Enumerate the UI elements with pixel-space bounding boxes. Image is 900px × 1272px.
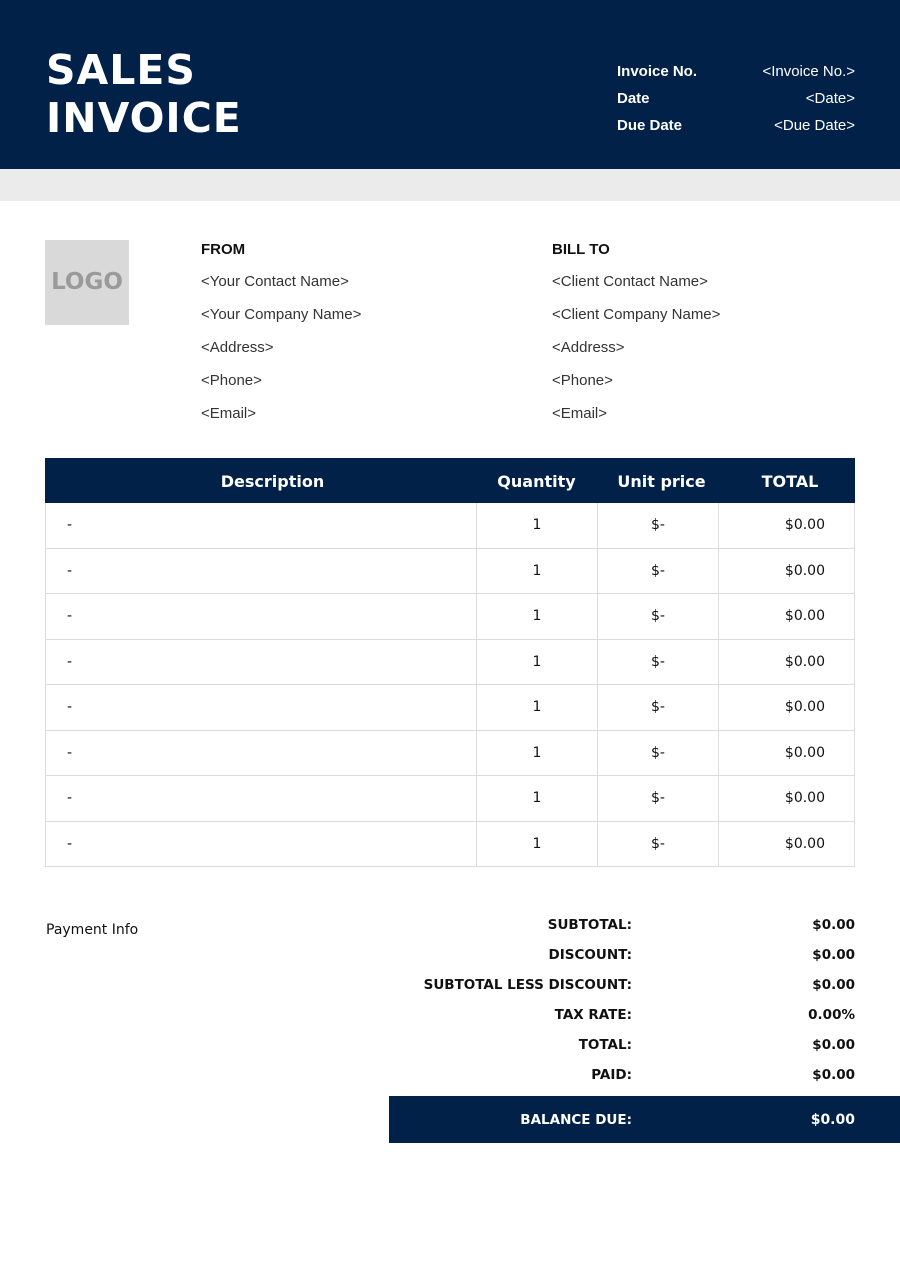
- invoice-title: [46, 46, 446, 142]
- table-row: [45, 685, 855, 731]
- column-header-description: Description: [220, 472, 325, 491]
- table-row: [45, 776, 855, 822]
- invoice-meta: [617, 61, 855, 142]
- item-description: -: [45, 640, 476, 686]
- bill-to-section: [552, 241, 872, 438]
- paid-row: [389, 1060, 900, 1090]
- table-row: [45, 822, 855, 868]
- due-date-value: <Due Date>: [774, 117, 855, 134]
- item-total: $0.00: [718, 549, 855, 595]
- item-total: $0.00: [718, 731, 855, 777]
- paid-label: PAID:: [591, 1067, 632, 1083]
- item-unit-price: $-: [597, 822, 718, 868]
- table-row: [45, 594, 855, 640]
- item-quantity: 1: [476, 640, 597, 686]
- subtotal-label: SUBTOTAL:: [547, 917, 632, 933]
- subtotal-less-discount-value: $0.00: [812, 977, 855, 993]
- item-quantity: 1: [476, 594, 597, 640]
- client-address: <Address>: [552, 339, 625, 356]
- column-header-unit-price: Unit price: [617, 472, 706, 491]
- tax-rate-row: [389, 1000, 900, 1030]
- item-description: -: [45, 685, 476, 731]
- client-company-name: <Client Company Name>: [552, 306, 721, 323]
- item-unit-price: $-: [597, 731, 718, 777]
- subtotal-less-discount-row: [389, 970, 900, 1000]
- totals-summary: [389, 910, 900, 1090]
- item-description: -: [45, 776, 476, 822]
- table-row: [45, 503, 855, 549]
- payment-info-label: Payment Info: [46, 922, 139, 938]
- from-contact-name: <Your Contact Name>: [201, 273, 349, 290]
- item-quantity: 1: [476, 685, 597, 731]
- invoice-date-label: Date: [617, 90, 650, 107]
- invoice-title-line-2: INVOICE: [46, 94, 242, 142]
- balance-due-label: BALANCE DUE:: [520, 1112, 632, 1128]
- item-unit-price: $-: [597, 549, 718, 595]
- item-total: $0.00: [718, 685, 855, 731]
- client-phone: <Phone>: [552, 372, 613, 389]
- table-row: [45, 549, 855, 595]
- total-value: $0.00: [812, 1037, 855, 1053]
- total-label: TOTAL:: [578, 1037, 632, 1053]
- total-row: [389, 1030, 900, 1060]
- paid-value: $0.00: [812, 1067, 855, 1083]
- from-section: [201, 241, 521, 438]
- item-description: -: [45, 549, 476, 595]
- client-email: <Email>: [552, 405, 608, 422]
- item-quantity: 1: [476, 549, 597, 595]
- from-address: <Address>: [201, 339, 274, 356]
- company-logo-placeholder: [45, 240, 129, 325]
- invoice-number-value: <Invoice No.>: [762, 63, 855, 80]
- discount-value: $0.00: [812, 947, 855, 963]
- line-items-header: [45, 458, 855, 503]
- item-unit-price: $-: [597, 685, 718, 731]
- balance-due-value: $0.00: [810, 1112, 855, 1128]
- discount-label: DISCOUNT:: [548, 947, 632, 963]
- balance-due-bar: [389, 1096, 900, 1143]
- item-total: $0.00: [718, 640, 855, 686]
- item-total: $0.00: [718, 503, 855, 549]
- table-row: [45, 640, 855, 686]
- invoice-date-row: [617, 88, 855, 115]
- due-date-row: [617, 115, 855, 142]
- item-unit-price: $-: [597, 776, 718, 822]
- column-header-total: TOTAL: [761, 472, 819, 491]
- item-description: -: [45, 594, 476, 640]
- from-email: <Email>: [201, 405, 257, 422]
- item-description: -: [45, 822, 476, 868]
- item-quantity: 1: [476, 776, 597, 822]
- discount-row: [389, 940, 900, 970]
- subtotal-value: $0.00: [812, 917, 855, 933]
- item-quantity: 1: [476, 731, 597, 777]
- item-description: -: [45, 731, 476, 777]
- item-total: $0.00: [718, 822, 855, 868]
- logo-text: LOGO: [51, 269, 123, 295]
- item-unit-price: $-: [597, 503, 718, 549]
- client-contact-name: <Client Contact Name>: [552, 273, 708, 290]
- from-company-name: <Your Company Name>: [201, 306, 362, 323]
- item-total: $0.00: [718, 594, 855, 640]
- item-total: $0.00: [718, 776, 855, 822]
- due-date-label: Due Date: [617, 117, 683, 134]
- item-description: -: [45, 503, 476, 549]
- item-quantity: 1: [476, 503, 597, 549]
- header-divider-band: [0, 169, 900, 201]
- item-unit-price: $-: [597, 640, 718, 686]
- from-phone: <Phone>: [201, 372, 262, 389]
- item-unit-price: $-: [597, 594, 718, 640]
- invoice-number-label: Invoice No.: [617, 63, 698, 80]
- invoice-number-row: [617, 61, 855, 88]
- subtotal-less-discount-label: SUBTOTAL LESS DISCOUNT:: [423, 977, 632, 993]
- item-quantity: 1: [476, 822, 597, 868]
- subtotal-row: [389, 910, 900, 940]
- invoice-title-line-1: SALES: [46, 46, 196, 94]
- table-row: [45, 731, 855, 777]
- tax-rate-value: 0.00%: [808, 1007, 855, 1023]
- bill-to-heading: BILL TO: [552, 241, 610, 258]
- line-items-table: [45, 458, 855, 867]
- invoice-date-value: <Date>: [805, 90, 855, 107]
- tax-rate-label: TAX RATE:: [554, 1007, 632, 1023]
- from-heading: FROM: [201, 241, 246, 258]
- column-header-quantity: Quantity: [497, 472, 576, 491]
- invoice-header: [0, 0, 900, 169]
